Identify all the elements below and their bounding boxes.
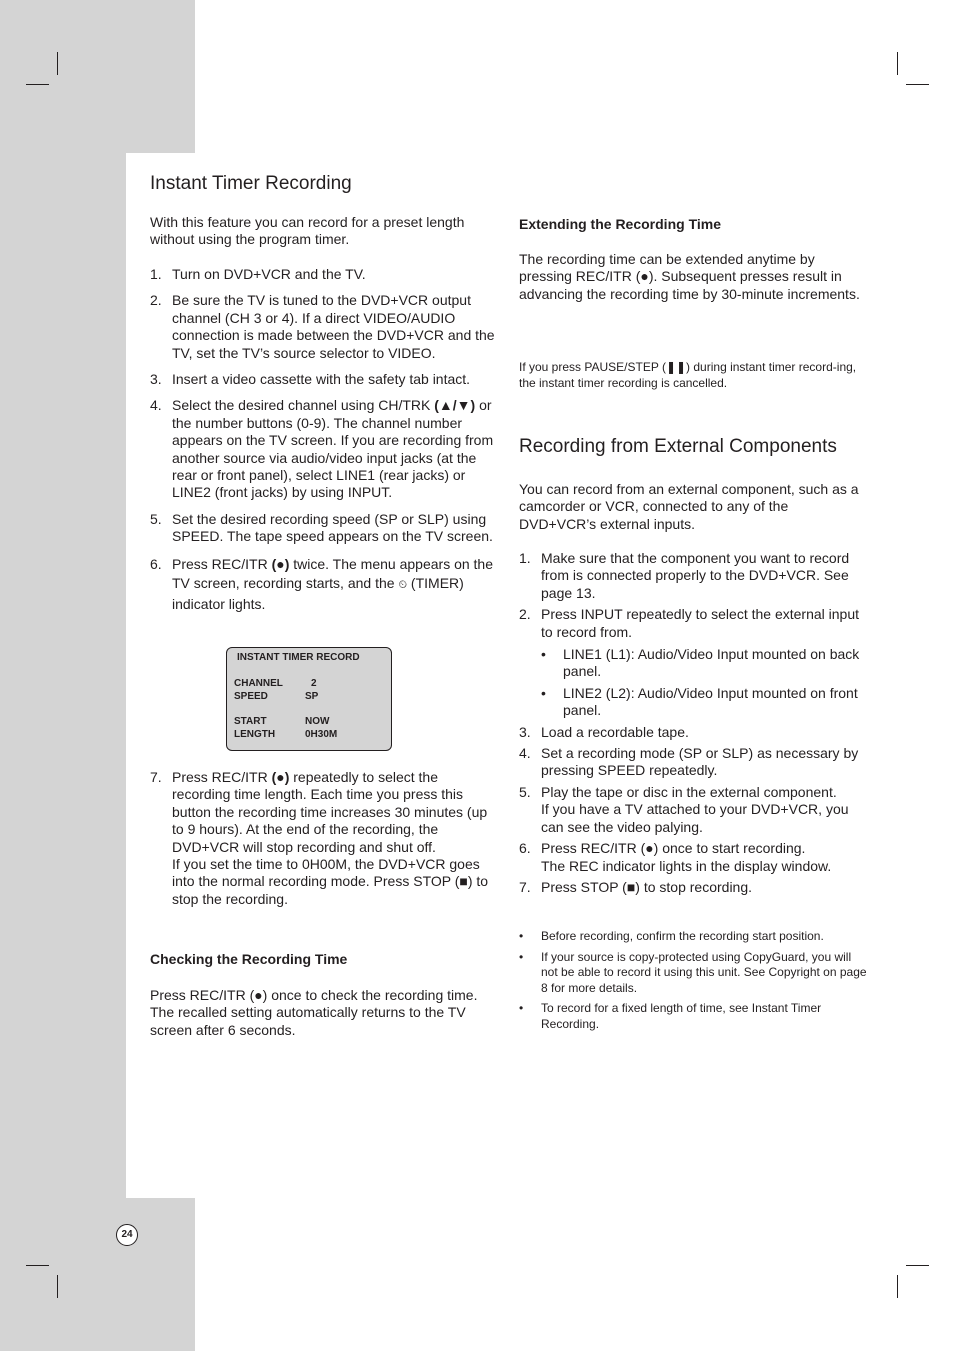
crop-mark: [897, 52, 898, 75]
note-text: Before recording, confirm the recording start position.: [541, 929, 824, 943]
crop-mark: [26, 84, 49, 85]
step-number: 5.: [519, 783, 531, 800]
input-option-line1: [541, 646, 864, 681]
osd-value-channel: 2: [311, 678, 317, 689]
bullet-text: LINE1 (L1): Audio/Video Input mounted on back panel.: [563, 646, 860, 680]
step-number: 7.: [519, 878, 531, 895]
step-text: Turn on DVD+VCR and the TV.: [172, 266, 366, 282]
bullet: •: [541, 684, 546, 701]
note-item: [519, 929, 867, 945]
step-4: [519, 745, 864, 780]
crop-mark: [26, 1265, 49, 1266]
osd-value-start: NOW: [305, 716, 330, 727]
record-symbol: (●): [271, 769, 290, 785]
step-text: Press INPUT repeatedly to select the external input to record from.: [541, 606, 860, 640]
bullet: •: [519, 929, 524, 943]
step-number: 1.: [519, 550, 531, 566]
step-number: 6.: [519, 840, 531, 857]
step-text: If you have a TV attached to your DVD+VCR, you can see the video palying.: [541, 801, 849, 835]
osd-value-speed: SP: [305, 691, 319, 702]
note-item: [519, 1001, 867, 1032]
step-3: [150, 371, 495, 388]
step-text: If you set the time to 0H00M, the DVD+VCR goes into the normal recording mode. Press STOP (■) to stop the recording.: [172, 856, 489, 907]
note-text: If your source is copy-protected using CopyGuard, you will not be able to record it using this unit. See Copyright on page 8 for more details.: [541, 949, 867, 995]
input-option-line2: [541, 685, 864, 720]
pause-note: If you press PAUSE/STEP (❚❚) during instant timer record-ing, the instant timer recording is cancelled.: [519, 360, 857, 390]
step-4: [150, 397, 495, 501]
step-2: [150, 292, 495, 362]
osd-value-length: 0H30M: [305, 729, 338, 740]
step-number: 4.: [150, 397, 162, 414]
step-1: [519, 550, 864, 602]
crop-mark: [897, 1275, 898, 1298]
osd-label-channel: CHANNEL: [234, 678, 283, 689]
step-5: [150, 511, 495, 546]
step-number: 2.: [519, 606, 531, 623]
step-7: [150, 769, 495, 908]
osd-label-length: LENGTH: [234, 729, 276, 740]
step-text: Load a recordable tape.: [541, 723, 689, 740]
note-text: To record for a fixed length of time, see Instant Timer Recording.: [541, 1001, 822, 1031]
step-5: [519, 784, 864, 836]
bullet: •: [519, 1001, 524, 1015]
step-text: twice. The menu appears on the TV screen, recording starts, and the: [172, 555, 494, 591]
crop-mark: [906, 1265, 929, 1266]
step-text: (TIMER) indicator lights.: [172, 574, 464, 612]
step-number: 7.: [150, 769, 162, 785]
step-number: 3.: [519, 723, 531, 740]
step-text: Make sure that the component you want to record from is connected properly to the DVD+VCR. See page 13.: [541, 550, 850, 601]
step-6: [150, 555, 495, 614]
note-item: [519, 950, 867, 997]
extending-paragraph: The recording time can be extended anytime by pressing REC/ITR (●). Subsequent presses result in advancing the recording time by 30-minute increments.: [519, 251, 860, 302]
instant-timer-steps: [150, 266, 495, 614]
section-title-instant-timer: Instant Timer Recording: [150, 173, 352, 194]
step-number: 6.: [150, 555, 162, 572]
step-text: Play the tape or disc in the external component.: [541, 783, 837, 800]
instant-timer-step-7: [150, 769, 495, 908]
bullet: •: [541, 646, 546, 663]
page-number-badge: 24: [116, 1224, 138, 1246]
step-text: Press REC/ITR: [172, 769, 272, 785]
step-text: repeatedly to select the recording time length. Each time you press this button the recording time increases 30 minutes (up to 9 hours). At the end of the recording, the DVD+VCR will stop recording and shut off.: [172, 769, 488, 855]
step-text: Be sure the TV is tuned to the DVD+VCR output channel (CH 3 or 4). If a direct VIDEO/AUDIO connection is made between the DVD+VCR and the TV, set the TV’s source selector to VIDEO.: [172, 292, 495, 361]
step-text: Set the desired recording speed (SP or SLP) using SPEED. The tape speed appears on the TV screen.: [172, 510, 493, 545]
osd-label-speed: SPEED: [234, 691, 268, 702]
bullet-text: LINE2 (L2): Audio/Video Input mounted on front panel.: [563, 684, 858, 719]
crop-mark: [906, 84, 929, 85]
osd-title: INSTANT TIMER RECORD: [237, 652, 360, 663]
subheading-checking: Checking the Recording Time: [150, 951, 348, 967]
checking-paragraph: Press REC/ITR (●) once to check the recording time. The recalled setting automatically returns to the TV screen after 6 seconds.: [150, 987, 478, 1038]
margin-band-bottom: [0, 1198, 195, 1351]
instant-timer-osd-screen: [226, 647, 392, 751]
step-number: 4.: [519, 745, 531, 762]
bullet: •: [519, 949, 524, 964]
notes-list: [519, 929, 867, 1037]
step-7: [519, 879, 864, 896]
up-down-arrows: (▲/▼): [434, 397, 476, 414]
step-text: Set a recording mode (SP or SLP) as necessary by pressing SPEED repeatedly.: [541, 745, 859, 779]
section-title-external: Recording from External Components: [519, 436, 837, 457]
margin-band-left: [0, 153, 126, 1198]
timer-icon: ⏲: [398, 578, 408, 591]
step-3: [519, 724, 864, 741]
record-symbol: (●): [271, 555, 290, 572]
external-steps: [519, 550, 864, 896]
step-1: [150, 266, 495, 283]
step-number: 3.: [150, 371, 162, 388]
step-6: [519, 840, 864, 875]
step-text: Press REC/ITR (●) once to start recording.: [541, 840, 806, 857]
step-number: 5.: [150, 510, 162, 527]
margin-band-top: [0, 0, 195, 153]
step-number: 1.: [150, 266, 162, 282]
step-text: Select the desired channel using CH/TRK: [172, 397, 435, 414]
step-text: Press STOP (■) to stop recording.: [541, 878, 753, 895]
input-options-list: [541, 646, 864, 720]
external-intro: You can record from an external component, such as a camcorder or VCR, connected to any of the DVD+VCR’s external inputs.: [519, 481, 859, 532]
crop-mark: [57, 52, 58, 75]
step-text: Press REC/ITR: [172, 555, 272, 572]
crop-mark: [57, 1275, 58, 1298]
osd-label-start: START: [234, 716, 267, 727]
intro-paragraph: With this feature you can record for a preset length without using the program timer.: [150, 214, 465, 248]
step-text: Insert a video cassette with the safety tab intact.: [172, 371, 471, 388]
step-2: [519, 606, 864, 719]
step-text: or the number buttons (0-9). The channel number appears on the TV screen. If you are recording from another source via audio/video input jacks (at the rear or front panel), select LINE1 (rear jacks) or LINE2 (front jacks) by using INPUT.: [172, 397, 494, 501]
step-text: The REC indicator lights in the display window.: [541, 857, 832, 874]
subheading-extending: Extending the Recording Time: [519, 216, 721, 232]
step-number: 2.: [150, 292, 162, 309]
